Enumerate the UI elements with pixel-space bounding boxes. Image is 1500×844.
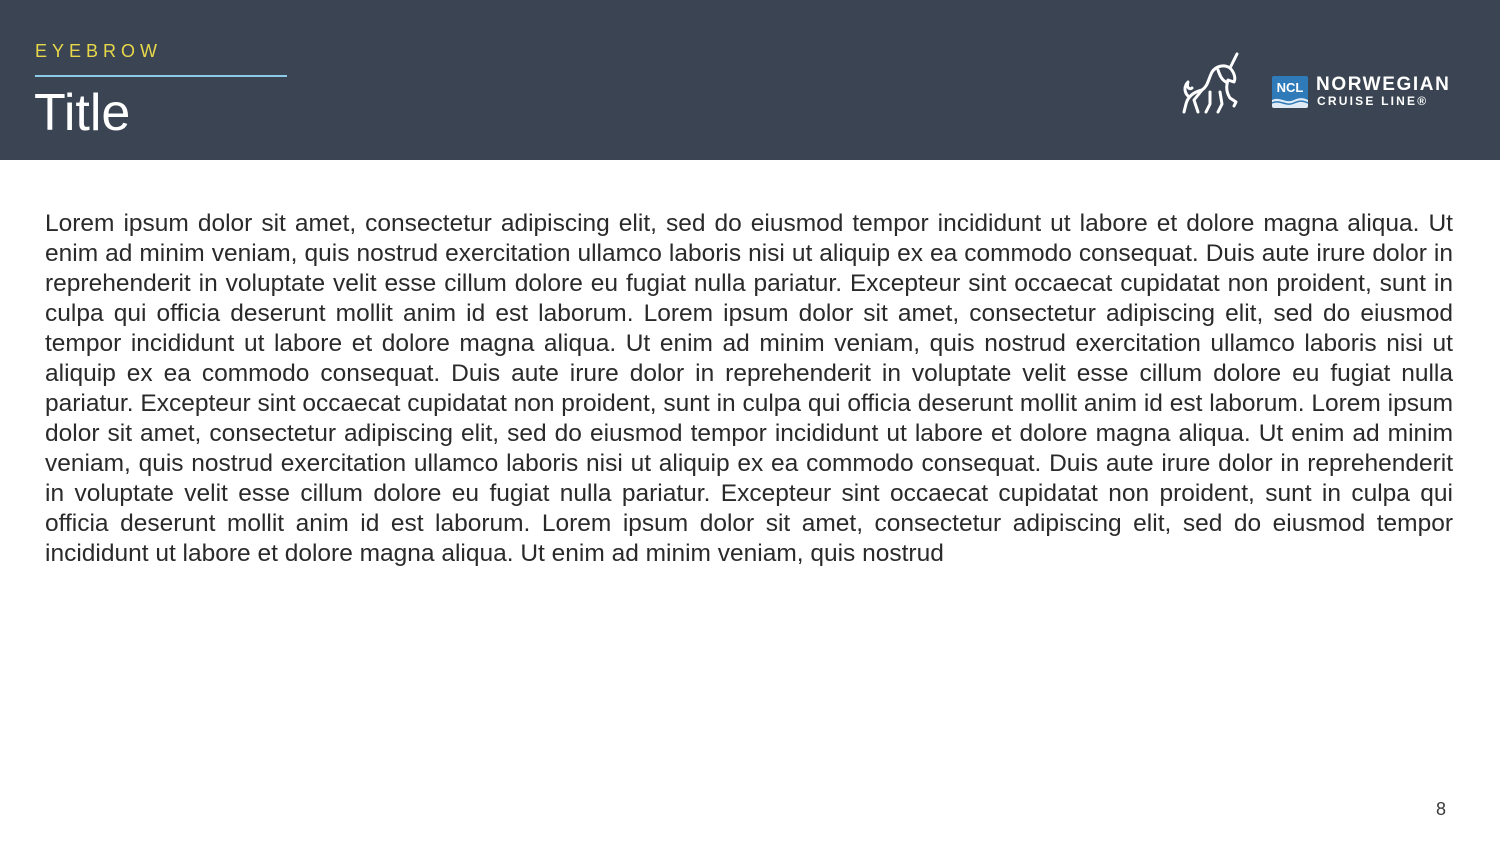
ncl-badge: [1272, 76, 1308, 108]
brand-name-line1: NORWEGIAN: [1316, 74, 1451, 95]
unicorn-icon: [1180, 52, 1242, 116]
body-paragraph: Lorem ipsum dolor sit amet, consectetur adipiscing elit, sed do eiusmod tempor incididunt ut labore et dolore magna aliqua. Ut enim ad minim veniam, quis nostrud exercitation ullamco laboris nisi ut aliquip ex ea commodo consequat. Duis aute irure dolor in reprehenderit in voluptate velit esse cillum dolore eu fugiat nulla pariatur. Excepteur sint occaecat cupidatat non proident, sunt in culpa qui officia deserunt mollit anim id est laborum. Lorem ipsum dolor sit amet, consectetur adipiscing elit, sed do eiusmod tempor incididunt ut labore et dolore magna aliqua. Ut enim ad minim veniam, quis nostrud exercitation ullamco laboris nisi ut aliquip ex ea commodo consequat. Duis aute irure dolor in reprehenderit in voluptate velit esse cillum dolore eu fugiat nulla pariatur. Excepteur sint occaecat cupidatat non proident, sunt in culpa qui officia deserunt mollit anim id est laborum. Lorem ipsum dolor sit amet, consectetur adipiscing elit, sed do eiusmod tempor incididunt ut labore et dolore magna aliqua. Ut enim ad minim veniam, quis nostrud exercitation ullamco laboris nisi ut aliquip ex ea commodo consequat. Duis aute irure dolor in reprehenderit in voluptate velit esse cillum dolore eu fugiat nulla pariatur. Excepteur sint occaecat cupidatat non proident, sunt in culpa qui officia deserunt mollit anim id est laborum. Lorem ipsum dolor sit amet, consectetur adipiscing elit, sed do eiusmod tempor incididunt ut labore et dolore magna aliqua. Ut enim ad minim veniam, quis nostrud: [45, 210, 1453, 567]
slide-header: [0, 0, 1500, 160]
page-number: 8: [1436, 799, 1447, 819]
wave-icon: [1272, 94, 1308, 108]
ncl-badge-label: NCL: [1276, 80, 1304, 95]
brand-name-line2: CRUISE LINE®: [1317, 94, 1429, 108]
page-title: Title: [34, 84, 131, 142]
eyebrow-label: EYEBROW: [35, 41, 163, 61]
eyebrow-divider: [35, 75, 287, 77]
